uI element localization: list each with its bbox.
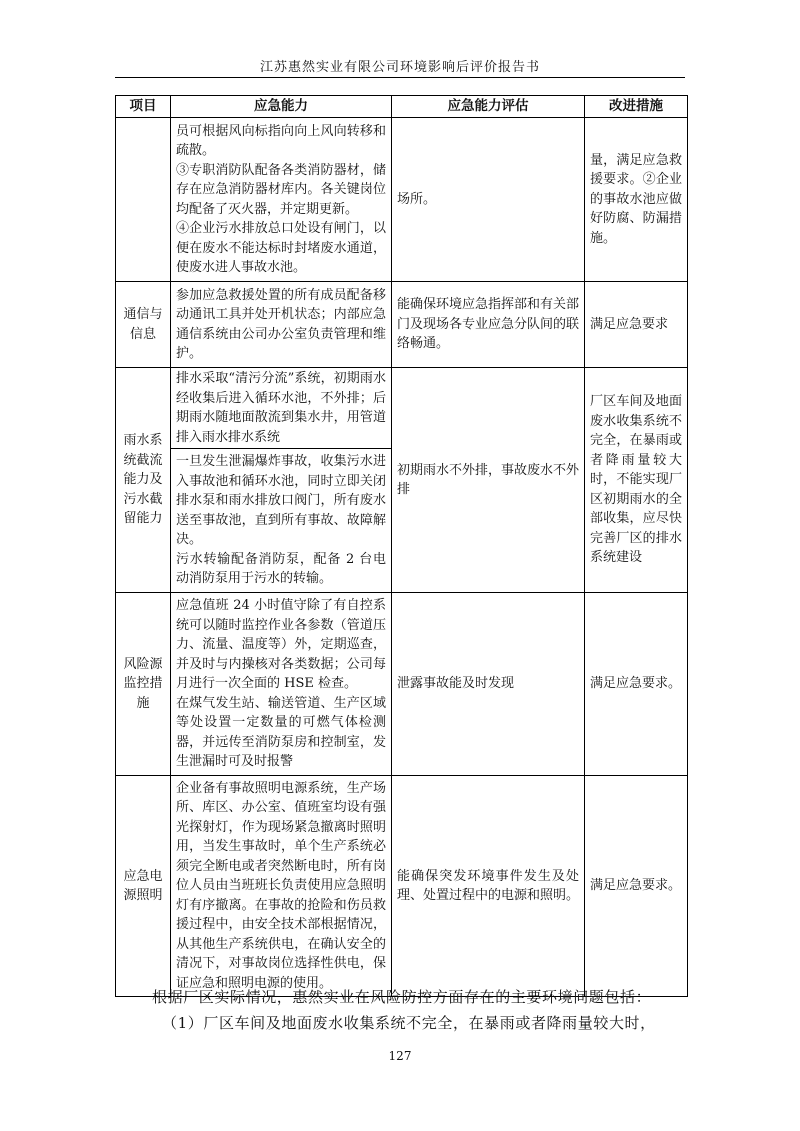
row-evaluation: 能确保突发环境事件发生及处理、处置过程中的电源和照明。 [392, 776, 585, 997]
row-measure: 满足应急要求。 [585, 776, 688, 997]
capability-paragraph: 员可根据风向标指向向上风向转移和疏散。 [176, 123, 386, 158]
capability-paragraph: 污水转输配备消防泵，配备 2 台电动消防泵用于污水的转输。 [176, 551, 386, 587]
row-item: 雨水系统截流能力及污水截留能力 [116, 368, 171, 593]
row-measure: 厂区车间及地面废水收集系统不完全，在暴雨或者降雨量较大时，不能实现厂区初期雨水的全部收集，应尽快完善厂区的排水系统建设 [585, 368, 688, 593]
row-measure: 满足应急要求。 [585, 593, 688, 776]
row-evaluation: 场所。 [392, 118, 585, 282]
capability-paragraph: 应急值班 24 小时值守除了有自控系统可以随时监控作业各参数（管道压力、流量、温度等）外，定期巡查，并及时与内操核对各类数据；公司每月进行一次全面的 HSE 检查。 [176, 598, 386, 692]
table-header-row [116, 96, 688, 118]
capability-paragraph: ④企业污水排放总口处设有闸门，以便在废水不能达标时封堵废水通道，使废水进人事故水池。 [176, 221, 386, 275]
row-item: 风险源监控措施 [116, 593, 171, 776]
capability-paragraph: 在煤气发生站、输送管道、生产区域等处设置一定数量的可燃气体检测器，并远传至消防泵房和控制室，发生泄漏时可及时报警 [176, 695, 386, 770]
page-number: 127 [388, 1049, 412, 1063]
column-header-measure: 改进措施 [585, 96, 688, 118]
column-header-capability: 应急能力 [171, 96, 392, 118]
table-row [116, 368, 688, 449]
row-capability: 参加应急救援处置的所有成员配备移动通讯工具并处开机状态；内部应急通信系统由公司办公室负责管理和维护。 [171, 282, 392, 368]
capability-paragraph: ③专职消防队配备各类消防器材，储存在应急消防器材库内。各关键岗位均配备了灭火器，并定期更新。 [176, 162, 386, 217]
row-evaluation: 初期雨水不外排，事故废水不外排 [392, 368, 585, 593]
table-row [116, 118, 688, 282]
row-capability [171, 593, 392, 776]
row-item [116, 118, 171, 282]
row-item: 应急电源照明 [116, 776, 171, 997]
body-paragraph-line: 根据厂区实际情况，惠然实业在风险防控方面存在的主要环境问题包括： [152, 988, 652, 1006]
body-paragraph-line: （1）厂区车间及地面废水收集系统不完全，在暴雨或者降雨量较大时， [162, 1014, 656, 1032]
row-evaluation: 泄露事故能及时发现 [392, 593, 585, 776]
row-capability: 排水采取“清污分流”系统，初期雨水经收集后进入循环水池，不外排；后期雨水随地面散流到集水井，用管道排入雨水排水系统 [171, 368, 392, 449]
column-header-item: 项目 [116, 96, 171, 118]
emergency-capability-table [115, 95, 688, 997]
row-capability [171, 118, 392, 282]
table-row [116, 593, 688, 776]
table-row [116, 776, 688, 997]
column-header-evaluation: 应急能力评估 [392, 96, 585, 118]
row-capability [171, 449, 392, 593]
row-evaluation: 能确保环境应急指挥部和有关部门及现场各专业应急分队间的联络畅通。 [392, 282, 585, 368]
table-row [116, 282, 688, 368]
capability-paragraph: 一旦发生泄漏爆炸事故，收集污水进入事故池和循环水池，同时立即关闭排水泵和雨水排放口阀门，所有废水送至事故池，直到所有事故、故障解决。 [176, 454, 386, 548]
row-measure: 量，满足应急救援要求。②企业的事故水池应做好防腐、防漏措施。 [585, 118, 688, 282]
row-measure: 满足应急要求 [585, 282, 688, 368]
page-header-title: 江苏惠然实业有限公司环境影响后评价报告书 [259, 60, 540, 75]
header-rule [115, 77, 685, 78]
row-item: 通信与信息 [116, 282, 171, 368]
row-capability: 企业备有事故照明电源系统，生产场所、库区、办公室、值班室均设有强光探射灯，作为现场紧急撤离时照明用，当发生事故时，单个生产系统必须完全断电或者突然断电时，所有岗位人员由当班班长负责使用应急照明灯有序撤离。在事故的抢险和伤员救援过程中，由安全技术部根据情况，从其他生产系统供电，在确认安全的清况下，对事故岗位选择性供电，保证应急和照明电源的使用。 [171, 776, 392, 997]
